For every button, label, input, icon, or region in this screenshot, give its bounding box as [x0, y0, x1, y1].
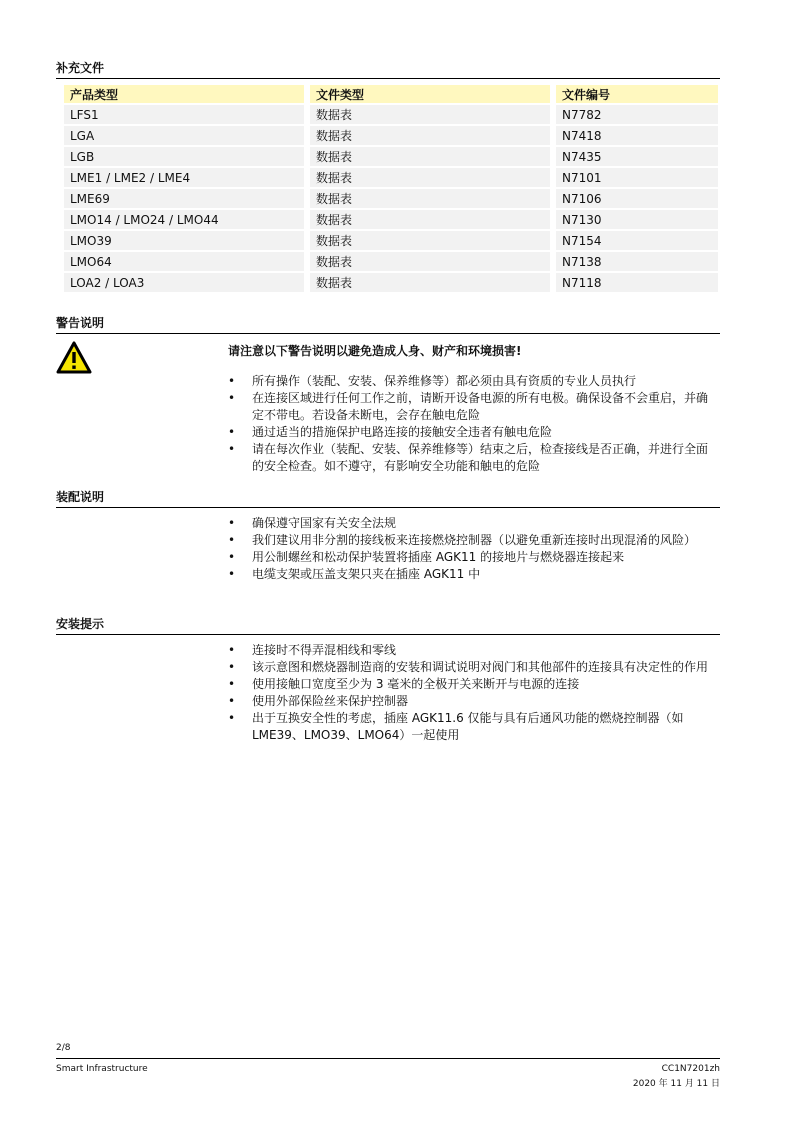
footer-divider	[56, 1058, 720, 1059]
cell-product: LGA	[64, 126, 304, 145]
section-installation-heading: 安装提示	[56, 615, 720, 635]
installation-list	[228, 642, 718, 744]
cell-doc-number: N7118	[556, 273, 718, 292]
section-warning-heading: 警告说明	[56, 314, 720, 334]
cell-doc-number: N7782	[556, 105, 718, 124]
cell-doc-number: N7435	[556, 147, 718, 166]
list-item: • 使用接触口宽度至少为 3 毫米的全极开关来断开与电源的连接	[228, 676, 718, 693]
page-number: 2/8	[56, 1043, 71, 1053]
list-item: • 连接时不得弄混相线和零线	[228, 642, 718, 659]
company-name: Smart Infrastructure	[56, 1064, 148, 1074]
documents-table	[64, 83, 718, 294]
list-item: • 请在每次作业（装配、安装、保养维修等）结束之后，检查接线是否正确，并进行全面的安全检查。如不遵守，有影响安全功能和触电的危险	[228, 441, 718, 475]
table-row	[64, 126, 718, 145]
header-document-number: 文件编号	[556, 85, 718, 103]
list-item: • 出于互换安全性的考虑，插座 AGK11.6 仅能与具有后通风功能的燃烧控制器（如 LME39、LMO39、LMO64）一起使用	[228, 710, 718, 744]
table-row	[64, 189, 718, 208]
list-item: • 电缆支架或压盖支架只夹在插座 AGK11 中	[228, 566, 718, 583]
cell-doc-number: N7418	[556, 126, 718, 145]
header-document-type: 文件类型	[310, 85, 550, 103]
section-assembly-heading: 装配说明	[56, 488, 720, 508]
section-supplementary-heading: 补充文件	[56, 59, 720, 79]
header-product-type: 产品类型	[64, 85, 304, 103]
list-item: • 我们建议用非分割的接线板来连接燃烧控制器（以避免重新连接时出现混淆的风险）	[228, 532, 718, 549]
cell-product: LME69	[64, 189, 304, 208]
cell-doc-number: N7106	[556, 189, 718, 208]
cell-doc-type: 数据表	[310, 273, 550, 292]
document-date: 2020 年 11 月 11 日	[632, 1079, 720, 1089]
cell-doc-type: 数据表	[310, 126, 550, 145]
list-item: • 确保遵守国家有关安全法规	[228, 515, 718, 532]
cell-doc-type: 数据表	[310, 252, 550, 271]
cell-product: LMO39	[64, 231, 304, 250]
cell-doc-type: 数据表	[310, 168, 550, 187]
cell-doc-type: 数据表	[310, 147, 550, 166]
table-row	[64, 105, 718, 124]
cell-doc-number: N7130	[556, 210, 718, 229]
warning-title: 请注意以下警告说明以避免造成人身、财产和环境损害!	[228, 344, 522, 358]
table-row	[64, 210, 718, 229]
cell-doc-number: N7154	[556, 231, 718, 250]
table-row	[64, 273, 718, 292]
cell-product: LOA2 / LOA3	[64, 273, 304, 292]
cell-product: LFS1	[64, 105, 304, 124]
cell-doc-number: N7138	[556, 252, 718, 271]
list-item: • 所有操作（装配、安装、保养维修等）都必须由具有资质的专业人员执行	[228, 373, 718, 390]
table-row	[64, 147, 718, 166]
table-header-row	[64, 85, 718, 103]
table-row	[64, 231, 718, 250]
table-row	[64, 252, 718, 271]
cell-doc-number: N7101	[556, 168, 718, 187]
list-item: • 使用外部保险丝来保护控制器	[228, 693, 718, 710]
table-row	[64, 168, 718, 187]
cell-product: LMO14 / LMO24 / LMO44	[64, 210, 304, 229]
list-item: • 该示意图和燃烧器制造商的安装和调试说明对阀门和其他部件的连接具有决定性的作用	[228, 659, 718, 676]
document-id: CC1N7201zh	[661, 1064, 720, 1074]
assembly-list	[228, 515, 718, 583]
list-item: • 用公制螺丝和松动保护装置将插座 AGK11 的接地片与燃烧器连接起来	[228, 549, 718, 566]
cell-doc-type: 数据表	[310, 231, 550, 250]
cell-product: LME1 / LME2 / LME4	[64, 168, 304, 187]
cell-product: LMO64	[64, 252, 304, 271]
warning-triangle-icon	[56, 341, 92, 375]
list-item: • 通过适当的措施保护电路连接的接触安全违者有触电危险	[228, 424, 718, 441]
cell-product: LGB	[64, 147, 304, 166]
warning-list	[228, 373, 718, 475]
cell-doc-type: 数据表	[310, 210, 550, 229]
list-item: • 在连接区域进行任何工作之前，请断开设备电源的所有电极。确保设备不会重启，并确定不带电。若设备未断电，会存在触电危险	[228, 390, 718, 424]
cell-doc-type: 数据表	[310, 189, 550, 208]
cell-doc-type: 数据表	[310, 105, 550, 124]
